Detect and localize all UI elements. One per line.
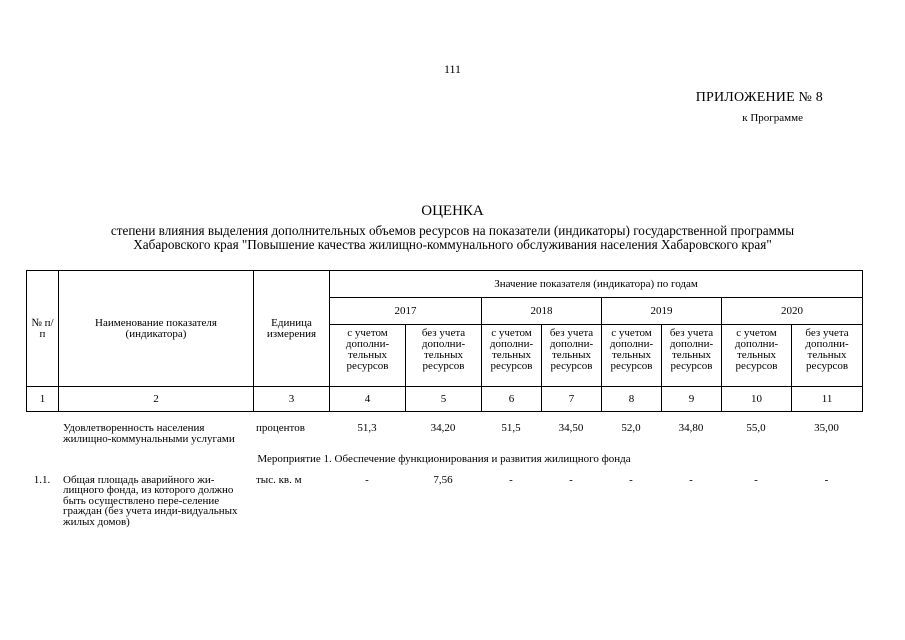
header-without-resources: без учета дополни-тельных ресурсов [662,325,722,387]
column-number: 2 [59,387,254,412]
column-number: 9 [662,387,722,412]
header-with-resources: с учетом дополни-тельных ресурсов [602,325,662,387]
row-num [26,420,58,444]
header-with-resources: с учетом дополни-тельных ресурсов [722,325,792,387]
page-number: 111 [443,62,462,76]
row-value: 52,0 [621,422,641,434]
row-value: - [824,473,829,486]
column-number: 3 [254,387,330,412]
row-value: 34,80 [678,422,704,434]
event-title: Мероприятие 1. Обеспечение функционирования и развития жилищного фонда [257,453,631,465]
row-indicator-name: Общая площадь аварийного жи-лищного фонда, из которого должно быть осуществлено пере-селение граждан (без учета инди-видуальных жилых домов) [63,473,238,528]
row-value: - [569,473,573,486]
document-title: ОЦЕНКА [421,203,484,219]
header-num: № п/п [27,271,59,387]
header-without-resources: без учета дополни-тельных ресурсов [792,325,863,387]
header-year-2020: 2020 [722,298,863,325]
row-value: - [689,473,693,486]
row-value: - [629,473,633,486]
column-number: 1 [27,387,59,412]
header-year-2019: 2019 [602,298,722,325]
column-number: 6 [482,387,542,412]
appendix-title: ПРИЛОЖЕНИЕ № 8 [695,90,823,105]
row-value: 51,5 [501,422,521,434]
row-value: 51,3 [357,422,377,434]
document-subtitle [40,224,865,252]
column-number: 7 [542,387,602,412]
row-value: 7,56 [433,473,453,486]
column-number: 4 [330,387,406,412]
row-value: 55,0 [746,422,766,434]
header-unit: Единица измерения [254,271,330,387]
column-number: 8 [602,387,662,412]
column-number: 5 [406,387,482,412]
indicator-table-body [26,420,862,527]
header-with-resources: с учетом дополни-тельных ресурсов [482,325,542,387]
row-value: - [365,473,369,486]
header-values-by-year: Значение показателя (индикатора) по годам [330,271,863,298]
document-subtitle-line-1: степени влияния выделения дополнительных объемов ресурсов на показатели (индикаторы) государственной программы [110,223,795,238]
table-row [26,472,862,528]
header-without-resources: без учета дополни-тельных ресурсов [406,325,482,387]
header-with-resources: с учетом дополни-тельных ресурсов [330,325,406,387]
row-value: 34,50 [558,422,584,434]
indicator-table-header [26,270,863,412]
row-value: - [509,473,513,486]
row-unit: тыс. кв. м [256,473,302,486]
header-without-resources: без учета дополни-тельных ресурсов [542,325,602,387]
row-value: 35,00 [814,422,839,434]
row-value: 34,20 [430,422,456,434]
row-indicator-name: Удовлетворенность населения жилищно-коммунальными услугами [63,422,235,445]
row-unit: процентов [256,422,305,434]
appendix-subtitle: к Программе [742,112,803,124]
header-name: Наименование показателя (индикатора) [59,271,254,387]
header-year-2018: 2018 [482,298,602,325]
table-row [26,420,862,444]
column-number: 11 [792,387,863,412]
document-subtitle-line-2: Хабаровского края "Повышение качества жилищно-коммунального обслуживания населения Хабаровского края" [133,237,772,252]
row-value: - [754,473,758,486]
header-year-2017: 2017 [330,298,482,325]
column-number: 10 [722,387,792,412]
row-num: 1.1. [33,473,51,486]
